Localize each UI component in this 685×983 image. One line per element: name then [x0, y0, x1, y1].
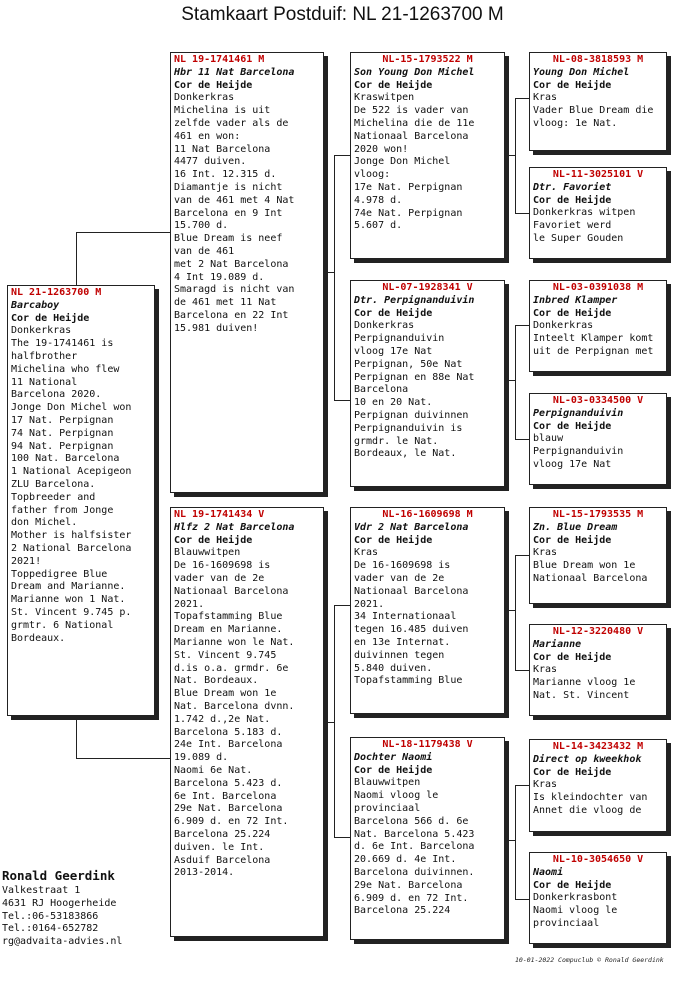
ring-number: NL-14-3423432 M [552, 741, 644, 752]
ring-number: NL-15-1793522 M [382, 54, 473, 65]
pigeon-description: Kras Marianne vloog 1e Nat. St. Vincent [533, 664, 636, 701]
pigeon-card-fmf[interactable] [529, 280, 667, 372]
connector-main-vertical [76, 232, 77, 285]
pigeon-description: Kraswitpen De 522 is vader van Michelina die de 11e Nationaal Barcelona 2020 won! Jonge Don Michel vloog: 17e Nat. Perpignan 4.978 d. 74e Nat. Perpignan 5.607 d. [354, 92, 475, 232]
connector-mm-mmf [515, 785, 529, 786]
connector-mm-vertical [515, 785, 516, 899]
pigeon-card-mm[interactable] [350, 737, 505, 940]
connector-mf-stub [505, 610, 515, 611]
connector-ff-ffm [515, 213, 529, 214]
owner-address-city: 4631 RJ Hoogerheide [2, 897, 117, 909]
pigeon-name: Hlfz 2 Nat Barcelona [174, 521, 295, 533]
pigeon-card-ff[interactable] [350, 52, 505, 259]
breeder-name: Cor de Heijde [354, 79, 433, 91]
ring-number: NL-10-3054650 V [552, 854, 644, 865]
pigeon-description: Donkerkras Inteelt Klamper komt uit de Perpignan met [533, 320, 654, 357]
ring-number: NL-07-1928341 V [382, 282, 473, 293]
owner-email[interactable]: rg@advaita-advies.nl [2, 936, 123, 948]
pigeon-card-fm[interactable] [350, 280, 505, 487]
pigeon-description: Kras Vader Blue Dream die vloog: 1e Nat. [533, 92, 654, 129]
ring-number: NL-03-0391038 M [552, 282, 644, 293]
pigeon-description: Donkerkras Perpignanduivin vloog 17e Nat Perpignan, 50e Nat Perpignan en 88e Nat Barcelona 10 en 20 Nat. Perpignan duivinnen Perpignanduivin is grmdr. le Nat. Bordeaux, le Nat. [354, 320, 475, 460]
connector-fm-fmm [515, 439, 529, 440]
breeder-name: Cor de Heijde [354, 764, 433, 776]
breeder-name: Cor de Heijde [354, 307, 433, 319]
pigeon-description: Kras De 16-1609698 is vader van de 2e Nationaal Barcelona 2021. 34 Internationaal tegen 16.485 duiven en 13e Internat. duivinnen tegen 5.840 duiven. Topafstamming Blue [354, 547, 469, 687]
connector-father-ff [334, 155, 350, 156]
ring-number: NL 19-1741461 M [174, 54, 265, 65]
pigeon-description: Donkerkras Michelina is uit zelfde vader als de 461 en won: 11 Nat Barcelona 4477 duiven. 16 Int. 12.315 d. Diamantje is nicht van de 461 met 4 Nat Barcelona en 9 Int 15.700 d. Blue Dream is neef van de 461 met 2 Nat Barcelona 4 Int 19.089 d. Smaragd is nicht van de 461 met 11 Nat Barcelona en 22 Int 15.981 duiven! [174, 92, 295, 334]
connector-mother-stub [324, 722, 334, 723]
pigeon-name: Young Don Michel [533, 66, 630, 78]
pigeon-name: Direct op kweekhok [533, 753, 642, 765]
pigeon-name: Dtr. Favoriet [533, 181, 612, 193]
connector-ff-stub [505, 155, 515, 156]
connector-mm-mmm [515, 899, 529, 900]
pigeon-card-mf[interactable] [350, 507, 505, 714]
connector-fm-vertical [515, 325, 516, 439]
connector-mf-vertical [515, 555, 516, 670]
pigeon-name: Dochter Naomi [354, 751, 433, 763]
pigeon-name: Naomi [533, 866, 564, 878]
pigeon-name: Hbr 11 Nat Barcelona [174, 66, 295, 78]
pigeon-name: Marianne [533, 638, 582, 650]
breeder-name: Cor de Heijde [354, 534, 433, 546]
breeder-name: Cor de Heijde [533, 420, 612, 432]
ring-number: NL-16-1609698 M [382, 509, 473, 520]
pigeon-description: Kras Is kleindochter van Annet die vloog de [533, 779, 648, 816]
connector-fm-stub [505, 380, 515, 381]
owner-phone-mobile: Tel.:06-53183866 [2, 910, 99, 922]
breeder-name: Cor de Heijde [174, 534, 253, 546]
owner-phone-landline: Tel.:0164-652782 [2, 923, 99, 935]
connector-mf-mff [515, 555, 529, 556]
owner-name: Ronald Geerdink [2, 868, 115, 883]
pigeon-description: blauw Perpignanduivin vloog 17e Nat [533, 433, 624, 470]
pigeon-card-father[interactable] [170, 52, 324, 493]
connector-ff-fff [515, 98, 529, 99]
breeder-name: Cor de Heijde [533, 534, 612, 546]
pigeon-name: Inbred Klamper [533, 294, 618, 306]
pigeon-description: Donkerkras witpen Favoriet werd le Super Gouden [533, 207, 636, 244]
owner-info [2, 867, 122, 949]
owner-address-street: Valkestraat 1 [2, 885, 81, 896]
connector-main-father [76, 232, 170, 233]
breeder-name: Cor de Heijde [533, 194, 612, 206]
pigeon-card-mmf[interactable] [529, 739, 667, 832]
ring-number: NL-03-0334500 V [552, 395, 644, 406]
pigeon-description: Blauwwitpen De 16-1609698 is vader van de 2e Nationaal Barcelona 2021. Topafstamming Blue Dream en Marianne. Marianne won le Nat. St. Vincent 9.745 d.is o.a. grmdr. 6e Nat. Bordeaux. Blue Dream won 1e Nat. Barcelona dvnn. 1.742 d.,2e Nat. Barcelona 5.183 d. 24e Int. Barcelona 19.089 d. Naomi 6e Nat. Barcelona 5.423 d. 6e Int. Barcelona 29e Nat. Barcelona 6.909 d. en 72 Int. Barcelona 25.224 duiven. le Int. Asduif Barcelona 2013-2014. [174, 547, 295, 879]
breeder-name: Cor de Heijde [533, 307, 612, 319]
pigeon-description: Donkerkras The 19-1741461 is halfbrother Michelina who flew 11 National Barcelona 2020. Jonge Don Michel won 17 Nat. Perpignan 74 Nat. Perpignan 94 Nat. Perpignan 100 Nat. Barcelona 1 National Acepigeon ZLU Barcelona. Topbreeder and father from Jonge don Michel. Mother is halfsister 2 National Barcelona 2021! Toppedigree Blue Dream and Marianne. Marianne won 1 Nat. St. Vincent 9.745 p. grmtr. 6 National Bordeaux. [11, 325, 132, 644]
connector-mf-mfm [515, 670, 529, 671]
pigeon-card-fmm[interactable] [529, 393, 667, 485]
pigeon-card-main[interactable] [7, 285, 155, 716]
pigeon-card-fff[interactable] [529, 52, 667, 151]
ring-number: NL-08-3818593 M [552, 54, 644, 65]
pigeon-name: Barcaboy [11, 299, 60, 311]
pigeon-card-mff[interactable] [529, 507, 667, 604]
pigeon-name: Vdr 2 Nat Barcelona [354, 521, 469, 533]
connector-father-stub [324, 272, 334, 273]
pigeon-card-mfm[interactable] [529, 624, 667, 716]
pigeon-description: Kras Blue Dream won 1e Nationaal Barcelona [533, 547, 648, 584]
ring-number: NL-12-3220480 V [552, 626, 644, 637]
breeder-name: Cor de Heijde [533, 79, 612, 91]
pigeon-card-ffm[interactable] [529, 167, 667, 259]
pigeon-card-mmm[interactable] [529, 852, 667, 944]
breeder-name: Cor de Heijde [533, 651, 612, 663]
pigeon-name: Zn. Blue Dream [533, 521, 618, 533]
connector-mother-vertical [334, 605, 335, 837]
ring-number: NL-15-1793535 M [552, 509, 644, 520]
breeder-name: Cor de Heijde [11, 312, 90, 324]
connector-main-vertical-2 [76, 716, 77, 758]
footer-credit: 10-01-2022 Compuclub © Ronald Geerdink [515, 956, 664, 964]
connector-mother-mm [334, 837, 350, 838]
connector-father-fm [334, 400, 350, 401]
ring-number: NL 21-1263700 M [11, 287, 102, 298]
pigeon-description: Donkerkrasbont Naomi vloog le provinciaal [533, 892, 618, 929]
pigeon-name: Dtr. Perpignanduivin [354, 294, 475, 306]
connector-main-mother [76, 758, 170, 759]
connector-mm-stub [505, 840, 515, 841]
page-title: Stamkaart Postduif: NL 21-1263700 M [181, 4, 504, 25]
pigeon-card-mother[interactable] [170, 507, 324, 937]
pigeon-name: Perpignanduivin [533, 407, 624, 419]
ring-number: NL-18-1179438 V [382, 739, 473, 750]
connector-ff-vertical [515, 98, 516, 213]
connector-mother-mf [334, 605, 350, 606]
pigeon-description: Blauwwitpen Naomi vloog le provinciaal Barcelona 566 d. 6e Nat. Barcelona 5.423 d. 6e Int. Barcelona 20.669 d. 4e Int. Barcelona duivinnen. 29e Nat. Barcelona 6.909 d. en 72 Int. Barcelona 25.224 [354, 777, 475, 917]
pigeon-name: Son Young Don Michel [354, 66, 475, 78]
connector-fm-fmf [515, 325, 529, 326]
breeder-name: Cor de Heijde [174, 79, 253, 91]
ring-number: NL 19-1741434 V [174, 509, 265, 520]
ring-number: NL-11-3025101 V [552, 169, 644, 180]
breeder-name: Cor de Heijde [533, 766, 612, 778]
breeder-name: Cor de Heijde [533, 879, 612, 891]
connector-father-vertical [334, 155, 335, 400]
